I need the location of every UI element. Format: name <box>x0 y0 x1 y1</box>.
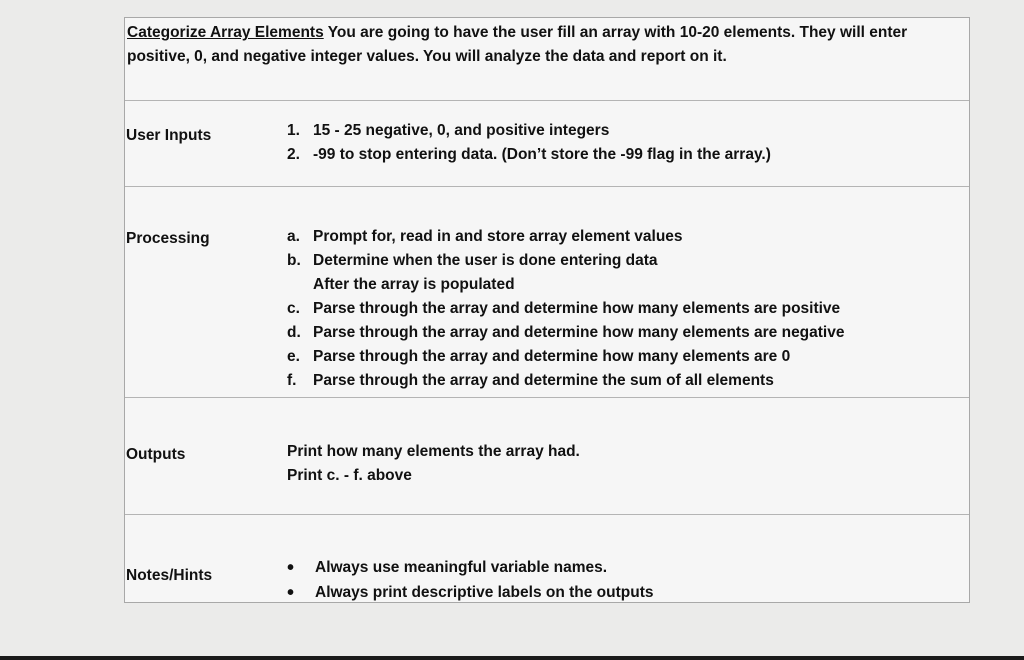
list-item-text: 15 - 25 negative, 0, and positive integers <box>313 122 610 139</box>
outputs-row <box>125 398 969 515</box>
user-inputs-list <box>287 119 771 167</box>
list-marker: a. <box>287 228 300 245</box>
notes-label: Notes/Hints <box>126 567 213 584</box>
list-item-text: Parse through the array and determine how many elements are negative <box>313 324 845 341</box>
list-item <box>287 143 771 167</box>
processing-row <box>125 187 969 398</box>
output-line: Print how many elements the array had. <box>287 443 580 460</box>
list-item <box>287 297 844 321</box>
assignment-table <box>124 17 970 603</box>
list-item <box>287 345 844 369</box>
list-item-text: Prompt for, read in and store array element values <box>313 228 683 245</box>
outputs-content <box>287 440 580 488</box>
screen-bottom-edge <box>0 656 1024 660</box>
list-item-text: -99 to stop entering data. (Don’t store the -99 flag in the array.) <box>313 146 771 163</box>
bullet-icon: • <box>287 582 295 604</box>
processing-list <box>287 225 844 393</box>
outputs-label: Outputs <box>126 446 186 463</box>
list-marker: 2. <box>287 146 300 163</box>
list-marker: b. <box>287 252 301 269</box>
list-marker: c. <box>287 300 300 317</box>
processing-label: Processing <box>126 230 210 247</box>
notes-row <box>125 515 969 604</box>
list-item <box>287 581 653 605</box>
list-item <box>287 321 844 345</box>
list-item-text: Parse through the array and determine how many elements are positive <box>313 300 841 317</box>
user-inputs-label: User Inputs <box>126 127 212 144</box>
notes-list <box>287 556 653 606</box>
user-inputs-row <box>125 101 969 187</box>
list-marker: e. <box>287 348 300 365</box>
list-item <box>287 119 771 143</box>
list-item <box>287 369 844 393</box>
list-item-text: Parse through the array and determine how many elements are 0 <box>313 348 791 365</box>
assignment-description: You are going to have the user fill an array with 10-20 elements. They will enter positive, 0, and negative integer values. You will analyze the data and report on it. <box>127 24 908 65</box>
list-marker: d. <box>287 324 301 341</box>
bullet-icon: • <box>287 557 295 579</box>
list-marker: f. <box>287 372 297 389</box>
list-item <box>287 556 653 580</box>
list-continuation: After the array is populated <box>313 276 515 293</box>
list-item <box>287 225 844 249</box>
list-item-text: Determine when the user is done entering data <box>313 252 658 269</box>
list-item-text: Parse through the array and determine the sum of all elements <box>313 372 774 389</box>
output-line: Print c. - f. above <box>287 467 412 484</box>
list-item-text: Always print descriptive labels on the outputs <box>315 584 654 601</box>
assignment-title: Categorize Array Elements <box>127 24 324 41</box>
list-marker: 1. <box>287 122 300 139</box>
list-item <box>287 249 844 273</box>
header-row <box>125 18 969 101</box>
header-text <box>127 21 957 69</box>
list-item-text: Always use meaningful variable names. <box>315 559 608 576</box>
